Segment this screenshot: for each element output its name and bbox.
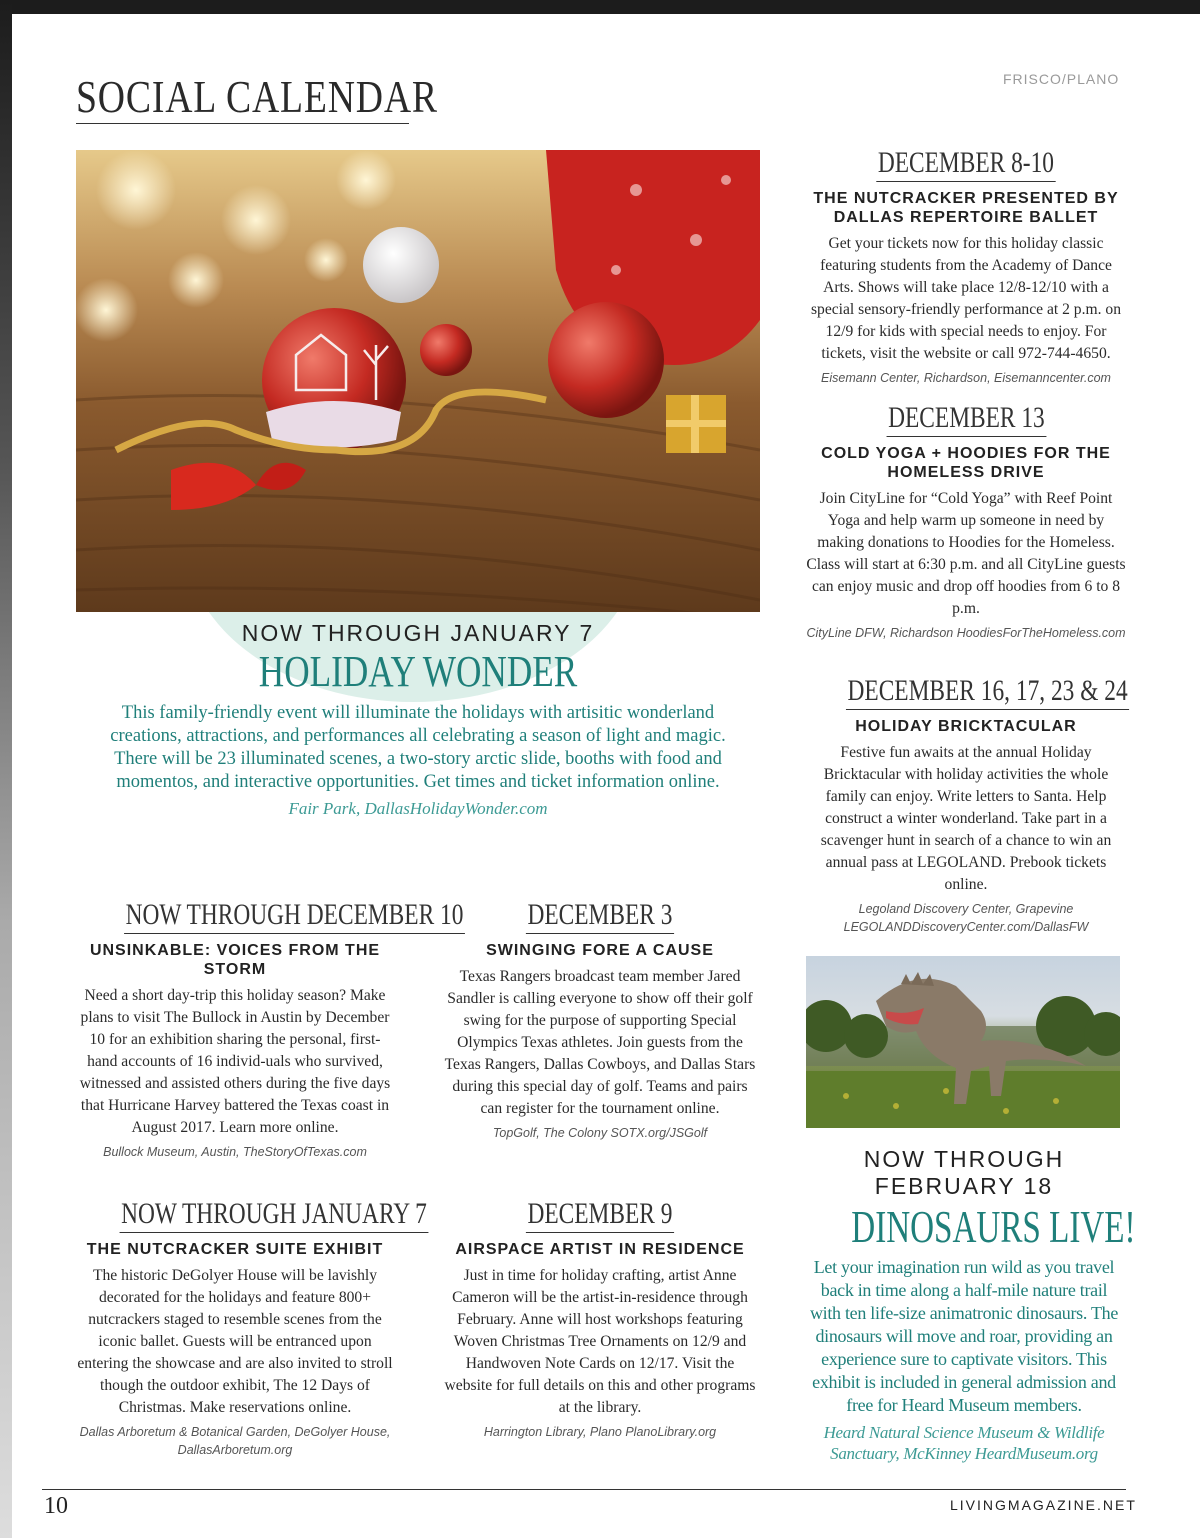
event-venue: Harrington Library, Plano PlanoLibrary.org xyxy=(483,1425,717,1439)
event-venue: TopGolf, The Colony SOTX.org/JSGolf xyxy=(492,1126,708,1140)
event-headline: SWINGING FORE A CAUSE xyxy=(486,942,714,959)
event-headline: COLD YOGA + HOODIES FOR THE HOMELESS DRIVE xyxy=(821,445,1111,481)
event-date-text: DECEMBER 3 xyxy=(526,898,674,934)
ornaments-illustration xyxy=(76,150,760,612)
event-unsinkable xyxy=(76,898,464,1161)
event-date xyxy=(440,898,760,934)
event-bricktacular xyxy=(806,674,1126,936)
event-date-text: DECEMBER 8-10 xyxy=(876,146,1055,182)
feature-venue: Fair Park, DallasHolidayWonder.com xyxy=(288,799,548,818)
event-description: Join CityLine for “Cold Yoga” with Reef Point Yoga and help warm up someone in need by making donations to Hoodies for the Homeless. Class will start at 6:30 p.m. and all CityLine guests can enjoy music and drop off hoodies from 6 to 8 p.m. xyxy=(806,490,1126,617)
event-description: Get your tickets now for this holiday classic featuring students from the Academy of Dance Arts. Shows will take place 12/8-12/10 with a special sensory-friendly performance at 2 p.m. on 12/9 for kids with special needs to enjoy. For tickets, visit the website or call 972-744-4650. xyxy=(810,235,1122,362)
left-border xyxy=(0,0,12,1538)
event-date xyxy=(76,1197,427,1233)
event-headline: THE NUTCRACKER SUITE EXHIBIT xyxy=(86,1241,384,1258)
event-description: Texas Rangers broadcast team member Jared Sandler is calling everyone to show off their golf swing for the purpose of supporting Special Olympics Texas athletes. Join guests from the Texas Rangers, Dallas Cowboys, and Dallas Stars during this special day of golf. Teams and pairs can register for the tournament online. xyxy=(444,968,756,1117)
event-date-text: DECEMBER 9 xyxy=(526,1197,674,1233)
edition-label: FRISCO/PLANO xyxy=(1003,71,1120,87)
page-title: SOCIAL CALENDAR xyxy=(76,71,438,122)
event-date-text: DECEMBER 16, 17, 23 & 24 xyxy=(846,674,1129,710)
event-date-text: DECEMBER 13 xyxy=(886,401,1046,437)
event-swinging-fore xyxy=(440,898,760,1142)
dino-title-text: DINOSAURS LIVE! xyxy=(851,1201,1136,1252)
dino-kicker-line-2: FEBRUARY 18 xyxy=(874,1173,1054,1199)
event-venue: Legoland Discovery Center, Grapevine LEGOLANDDiscoveryCenter.com/DallasFW xyxy=(843,902,1089,934)
event-date xyxy=(440,1197,760,1233)
feature-body: This family-friendly event will illuminate the holidays with artisitic wonderland creations, attractions, and performances all celebrating a season of light and magic. There will be 23 illuminated scenes, a two-story arctic slide, booths with food and momentos, and interactive opportunities. Get times and ticket information online. xyxy=(110,703,726,792)
dinosaur-photo xyxy=(806,956,1120,1128)
event-nutcracker-suite xyxy=(76,1197,427,1459)
top-border xyxy=(0,0,1200,14)
dino-venue: Heard Natural Science Museum & Wildlife Sanctuary, McKinney HeardMuseum.org xyxy=(823,1423,1105,1463)
page-number: 10 xyxy=(44,1493,68,1519)
event-date xyxy=(806,674,1126,710)
feature-title-text: HOLIDAY WONDER xyxy=(258,647,578,696)
event-date-text: NOW THROUGH DECEMBER 10 xyxy=(124,898,465,934)
dino-kicker xyxy=(806,1146,1122,1200)
event-date xyxy=(806,401,1126,437)
footer-rule xyxy=(42,1489,1126,1490)
event-headline: HOLIDAY BRICKTACULAR xyxy=(855,718,1077,735)
title-underline xyxy=(76,123,409,124)
dino-title xyxy=(796,1200,1136,1253)
site-url[interactable]: LIVINGMAGAZINE.NET xyxy=(950,1497,1137,1513)
event-headline: AIRSPACE ARTIST IN RESIDENCE xyxy=(455,1241,745,1258)
feature-kicker: NOW THROUGH JANUARY 7 xyxy=(241,620,595,646)
event-venue: CityLine DFW, Richardson HoodiesForTheHomeless.com xyxy=(806,626,1126,640)
event-airspace-artist xyxy=(440,1197,760,1441)
event-date-text: NOW THROUGH JANUARY 7 xyxy=(120,1197,429,1233)
event-cold-yoga xyxy=(806,401,1126,642)
holiday-ornaments-photo xyxy=(76,150,760,612)
dino-kicker-line-1: NOW THROUGH xyxy=(863,1146,1065,1172)
event-date xyxy=(76,898,464,934)
event-venue: Dallas Arboretum & Botanical Garden, DeGolyer House, DallasArboretum.org xyxy=(79,1425,391,1457)
event-date xyxy=(806,146,1126,182)
dinosaur-illustration xyxy=(806,956,1120,1128)
event-description: Festive fun awaits at the annual Holiday Bricktacular with holiday activities the whole family can enjoy. Write letters to Santa. Help construct a winter wonderland. Take part in a scavenger hunt in search of a chance to win an annual pass at LEGOLAND. Prebook tickets online. xyxy=(820,744,1112,893)
event-description: The historic DeGolyer House will be lavishly decorated for the holidays and feature 800+ nutcrackers staged to resemble scenes from the iconic ballet. Guests will be entranced upon entering the showcase and are also invited to stroll though the outdoor exhibit, The 12 Days of Christmas. Make reservations online. xyxy=(77,1267,393,1416)
event-headline: THE NUTCRACKER PRESENTED BY DALLAS REPERTOIRE BALLET xyxy=(813,190,1119,226)
event-headline: UNSINKABLE: VOICES FROM THE STORM xyxy=(89,942,381,978)
event-venue: Eisemann Center, Richardson, Eisemanncenter.com xyxy=(821,371,1111,385)
event-description: Need a short day-trip this holiday season? Make plans to visit The Bullock in Austin by December 10 for an exhibition sharing the personal, first-hand accounts of 16 individ-uals who survived, witnessed and assisted others during the five days that Hurricane Harvey battered the Texas coast in August 2017. Learn more online. xyxy=(79,987,391,1136)
event-nutcracker-ballet xyxy=(806,146,1126,387)
feature-title xyxy=(76,646,760,697)
event-description: Just in time for holiday crafting, artist Anne Cameron will be the artist-in-residence through February. Anne will host workshops featuring Woven Christmas Tree Ornaments on 12/9 and Handwoven Note Cards on 12/17. Visit the website for full details on this and other programs at the library. xyxy=(444,1267,756,1416)
dino-body: Let your imagination run wild as you travel back in time along a half-mile nature trail with ten life-size animatronic dinosaurs. The dinosaurs will move and roar, providing an experience sure to captivate visitors. This exhibit is included in general admission and free for Heard Museum members. xyxy=(809,1257,1119,1415)
event-venue: Bullock Museum, Austin, TheStoryOfTexas.com xyxy=(103,1145,367,1159)
